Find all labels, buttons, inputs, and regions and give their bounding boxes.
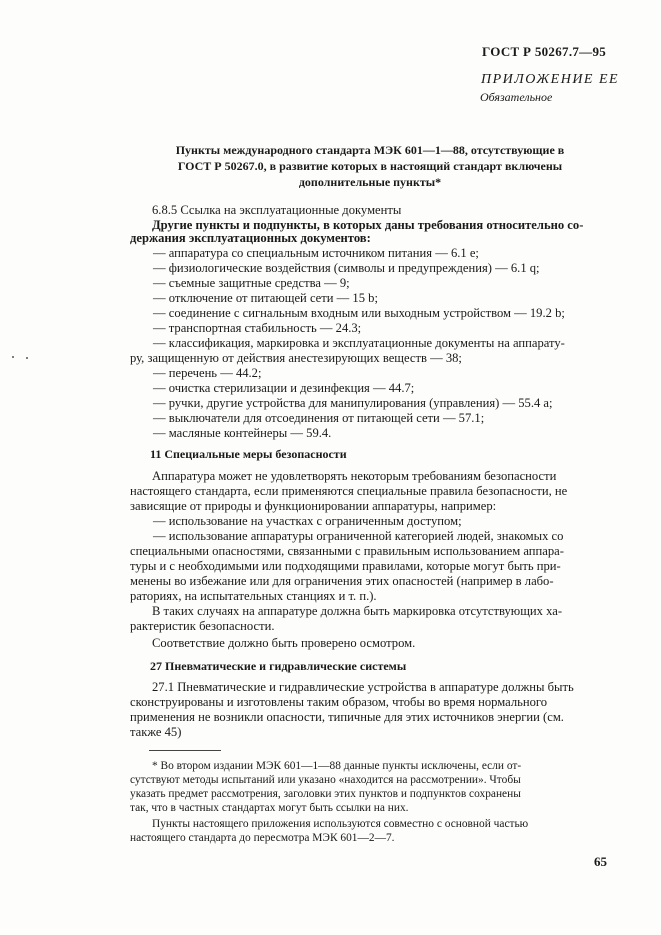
- footnote-line: указать предмет рассмотрения, заголовки этих пунктов и подпунктов сохранены: [130, 788, 521, 800]
- list-item: — использование аппаратуры ограниченной категорией людей, знакомых со: [153, 529, 564, 543]
- body-line: Соответствие должно быть проверено осмотром.: [152, 636, 416, 650]
- list-item: — аппаратура со специальным источником питания — 6.1 е;: [153, 246, 479, 260]
- standard-code-header: ГОСТ Р 50267.7—95: [482, 44, 607, 59]
- list-item: — соединение с сигнальным входным или выходным устройством — 19.2 b;: [153, 306, 565, 320]
- list-item: — перечень — 44.2;: [153, 366, 262, 380]
- body-line: зависящие от природы и функционировании аппаратуры, например:: [130, 499, 497, 513]
- appendix-status: Обязательное: [480, 90, 553, 104]
- body-line: также 45): [130, 725, 182, 739]
- body-line: сконструированы и изготовлены таким образом, чтобы во время нормального: [130, 695, 548, 709]
- body-line: менены во избежание или для ограничения этих опасностей (например в лабо-: [130, 574, 554, 588]
- footnote-line: так, что в частных стандартах могут быть ссылки на них.: [130, 802, 409, 814]
- body-line: В таких случаях на аппаратуре должна быть маркировка отсутствующих ха-: [152, 604, 563, 618]
- footnote-separator: [149, 750, 221, 751]
- page-number: 65: [594, 854, 607, 869]
- clause-6-8-5-title: 6.8.5 Ссылка на эксплуатационные документы: [152, 203, 402, 217]
- list-item: — классификация, маркировка и эксплуатационные документы на аппарату-: [153, 336, 565, 350]
- body-line: раториях, на испытательных станциях и т. п.).: [130, 589, 377, 603]
- footnote-line: Пункты настоящего приложения используются совместно с основной частью: [152, 818, 529, 830]
- list-item: — ручки, другие устройства для манипулирования (управления) — 55.4 а;: [153, 396, 553, 410]
- list-item: — физиологические воздействия (символы и предупреждения) — 6.1 q;: [153, 261, 540, 275]
- scan-speck: [26, 357, 28, 359]
- body-line: 27.1 Пневматические и гидравлические устройства в аппаратуре должны быть: [152, 680, 574, 694]
- appendix-heading-line-1: Пункты международного стандарта МЭК 601—1—88, отсутствующие в: [175, 143, 565, 157]
- list-item: — выключатели для отсоединения от питающей сети — 57.1;: [153, 411, 485, 425]
- appendix-heading-line-2: ГОСТ Р 50267.0, в развитие которых в настоящий стандарт включены: [177, 159, 563, 173]
- list-item: — использование на участках с ограниченным доступом;: [153, 514, 462, 528]
- body-line: рактеристик безопасности.: [130, 619, 275, 633]
- footnote-line: сутствуют методы испытаний или указано «находится на рассмотрении». Чтобы: [130, 774, 521, 786]
- list-item: — отключение от питающей сети — 15 b;: [153, 291, 378, 305]
- list-item: — масляные контейнеры — 59.4.: [153, 426, 332, 440]
- clause-27-title: 27 Пневматические и гидравлические системы: [150, 659, 407, 673]
- list-item: — очистка стерилизации и дезинфекция — 44.7;: [153, 381, 415, 395]
- list-item: — транспортная стабильность — 24.3;: [153, 321, 362, 335]
- list-item: — съемные защитные средства — 9;: [153, 276, 350, 290]
- body-line: Аппаратура может не удовлетворять некоторым требованиям безопасности: [152, 469, 557, 483]
- body-line: туры и с необходимыми или подходящими правилами, которые могут быть при-: [130, 559, 561, 573]
- footnote-line: настоящего стандарта до пересмотра МЭК 601—2—7.: [130, 832, 395, 844]
- body-line: Другие пункты и подпункты, в которых даны требования относительно со-: [152, 218, 584, 232]
- body-line: держания эксплуатационных документов:: [130, 231, 371, 245]
- clause-11-title: 11 Специальные меры безопасности: [150, 447, 347, 461]
- list-item-continuation: ру, защищенную от действия анестезирующих веществ — 38;: [130, 351, 462, 365]
- scan-speck: [12, 356, 14, 358]
- body-line: настоящего стандарта, если применяются специальные правила безопасности, не: [130, 484, 568, 498]
- footnote-line: * Во втором издании МЭК 601—1—88 данные пункты исключены, если от-: [152, 760, 522, 772]
- body-line: применения не возникли опасности, типичные для этих источников энергии (см.: [130, 710, 564, 724]
- appendix-title: ПРИЛОЖЕНИЕ ЕЕ: [481, 72, 620, 87]
- body-line: специальными опасностями, связанными с правильным использованием аппара-: [130, 544, 564, 558]
- appendix-heading-line-3: дополнительные пункты*: [298, 175, 442, 189]
